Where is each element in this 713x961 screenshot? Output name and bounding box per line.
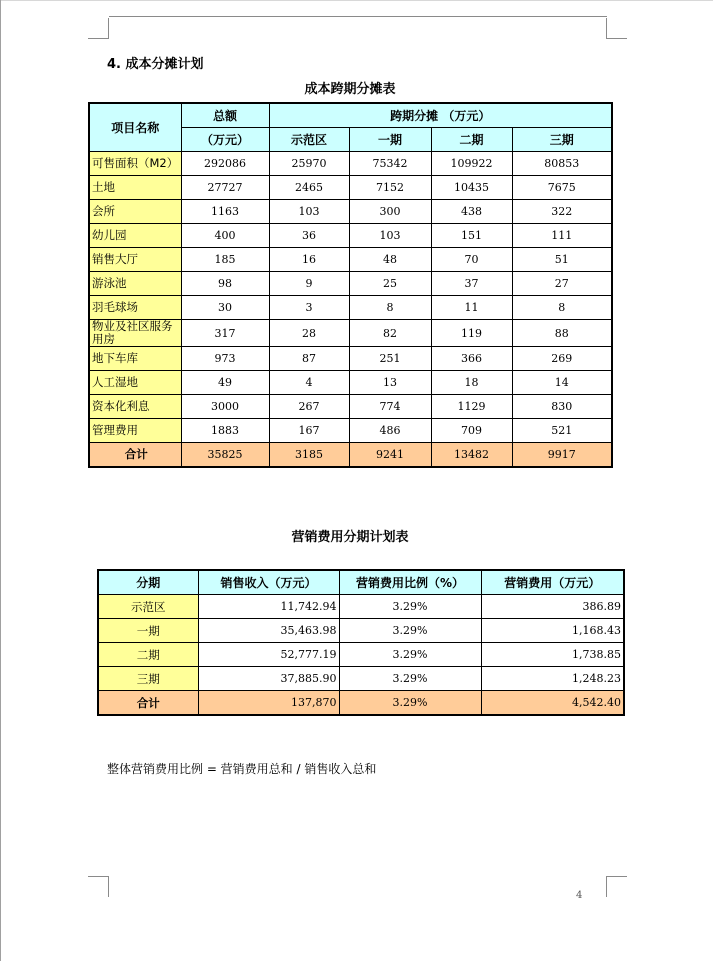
row-label: 人工湿地 xyxy=(89,371,181,395)
cell-value: 13482 xyxy=(431,443,512,468)
cell-cost: 386.89 xyxy=(481,595,624,619)
cell-value: 300 xyxy=(349,200,431,224)
cell-value: 28 xyxy=(269,320,349,347)
row-label: 示范区 xyxy=(98,595,198,619)
cell-value: 830 xyxy=(512,395,612,419)
table-row xyxy=(89,248,612,272)
marketing-plan-table xyxy=(97,569,625,716)
table-row xyxy=(89,419,612,443)
cell-ratio: 3.29% xyxy=(339,619,481,643)
cell-value: 70 xyxy=(431,248,512,272)
cell-value: 16 xyxy=(269,248,349,272)
cell-value: 267 xyxy=(269,395,349,419)
cell-value: 25970 xyxy=(269,152,349,176)
cell-value: 30 xyxy=(181,296,269,320)
table-row xyxy=(89,224,612,248)
marketing-plan-title: 营销费用分期计划表 xyxy=(291,530,409,545)
cell-cost: 1,168.43 xyxy=(481,619,624,643)
cell-revenue: 37,885.90 xyxy=(198,667,339,691)
cell-revenue: 11,742.94 xyxy=(198,595,339,619)
cell-value: 10435 xyxy=(431,176,512,200)
cell-cost: 1,248.23 xyxy=(481,667,624,691)
cell-value: 1163 xyxy=(181,200,269,224)
cell-revenue: 137,870 xyxy=(198,691,339,716)
row-label: 管理费用 xyxy=(89,419,181,443)
cell-value: 7152 xyxy=(349,176,431,200)
cell-value: 18 xyxy=(431,371,512,395)
cell-value: 322 xyxy=(512,200,612,224)
header-span: 跨期分摊 （万元） xyxy=(269,103,612,128)
cell-value: 3185 xyxy=(269,443,349,468)
cell-value: 37 xyxy=(431,272,512,296)
row-label: 销售大厅 xyxy=(89,248,181,272)
table-row xyxy=(89,200,612,224)
header-phase: 三期 xyxy=(512,128,612,152)
cell-value: 317 xyxy=(181,320,269,347)
cell-value: 521 xyxy=(512,419,612,443)
cell-value: 4 xyxy=(269,371,349,395)
cell-value: 9 xyxy=(269,272,349,296)
crop-mark-bottom-right xyxy=(606,876,627,897)
cell-value: 51 xyxy=(512,248,612,272)
header-revenue: 销售收入（万元） xyxy=(198,570,339,595)
table-row xyxy=(89,347,612,371)
total-row xyxy=(98,691,624,716)
cell-value: 8 xyxy=(349,296,431,320)
table-row xyxy=(98,595,624,619)
header-cost: 营销费用（万元） xyxy=(481,570,624,595)
cell-value: 2465 xyxy=(269,176,349,200)
table-row xyxy=(89,371,612,395)
cell-cost: 4,542.40 xyxy=(481,691,624,716)
cell-revenue: 52,777.19 xyxy=(198,643,339,667)
cell-value: 11 xyxy=(431,296,512,320)
row-label: 合计 xyxy=(98,691,198,716)
row-label: 土地 xyxy=(89,176,181,200)
header-phase: 分期 xyxy=(98,570,198,595)
cell-value: 400 xyxy=(181,224,269,248)
cell-value: 9917 xyxy=(512,443,612,468)
cell-value: 13 xyxy=(349,371,431,395)
cell-value: 366 xyxy=(431,347,512,371)
cell-value: 774 xyxy=(349,395,431,419)
cell-value: 25 xyxy=(349,272,431,296)
cell-value: 8 xyxy=(512,296,612,320)
table-row xyxy=(98,643,624,667)
header-phase: 示范区 xyxy=(269,128,349,152)
cell-value: 35825 xyxy=(181,443,269,468)
cell-value: 3000 xyxy=(181,395,269,419)
cell-cost: 1,738.85 xyxy=(481,643,624,667)
cost-allocation-table xyxy=(88,102,613,468)
row-label: 合计 xyxy=(89,443,181,468)
row-label: 物业及社区服务用房 xyxy=(89,320,181,347)
row-label: 幼儿园 xyxy=(89,224,181,248)
cell-value: 88 xyxy=(512,320,612,347)
cell-value: 185 xyxy=(181,248,269,272)
cell-value: 111 xyxy=(512,224,612,248)
cell-value: 27727 xyxy=(181,176,269,200)
header-phase: 一期 xyxy=(349,128,431,152)
cell-ratio: 3.29% xyxy=(339,667,481,691)
table-row xyxy=(89,152,612,176)
page-number: 4 xyxy=(576,890,583,901)
cell-value: 103 xyxy=(349,224,431,248)
total-row xyxy=(89,443,612,468)
cell-value: 1883 xyxy=(181,419,269,443)
cell-value: 14 xyxy=(512,371,612,395)
header-ratio: 营销费用比例（%） xyxy=(339,570,481,595)
table-row xyxy=(98,619,624,643)
row-label: 游泳池 xyxy=(89,272,181,296)
table-row xyxy=(89,272,612,296)
cell-value: 251 xyxy=(349,347,431,371)
table-row xyxy=(98,667,624,691)
cell-value: 973 xyxy=(181,347,269,371)
cell-value: 98 xyxy=(181,272,269,296)
cell-value: 80853 xyxy=(512,152,612,176)
cell-value: 438 xyxy=(431,200,512,224)
formula-note: 整体营销费用比例 = 营销费用总和 / 销售收入总和 xyxy=(107,762,377,776)
cell-value: 3 xyxy=(269,296,349,320)
crop-mark-top-right xyxy=(606,18,627,39)
cell-value: 82 xyxy=(349,320,431,347)
crop-mark-top-left xyxy=(88,18,109,39)
cell-value: 109922 xyxy=(431,152,512,176)
section-heading: 4. 成本分摊计划 xyxy=(107,57,204,72)
table-row xyxy=(89,320,612,347)
cell-value: 48 xyxy=(349,248,431,272)
cell-ratio: 3.29% xyxy=(339,691,481,716)
header-item-name: 项目名称 xyxy=(89,103,181,152)
header-total: 总额 xyxy=(181,103,269,128)
cell-value: 49 xyxy=(181,371,269,395)
page-left-edge xyxy=(0,0,1,961)
cost-allocation-title: 成本跨期分摊表 xyxy=(304,82,396,97)
cell-value: 87 xyxy=(269,347,349,371)
cell-value: 1129 xyxy=(431,395,512,419)
table-row xyxy=(89,176,612,200)
row-label: 地下车库 xyxy=(89,347,181,371)
row-label: 可售面积（M2） xyxy=(89,152,181,176)
cell-ratio: 3.29% xyxy=(339,595,481,619)
row-label: 会所 xyxy=(89,200,181,224)
cell-value: 167 xyxy=(269,419,349,443)
cell-ratio: 3.29% xyxy=(339,643,481,667)
cell-value: 36 xyxy=(269,224,349,248)
cell-value: 486 xyxy=(349,419,431,443)
cell-value: 151 xyxy=(431,224,512,248)
header-rule xyxy=(109,16,607,17)
cell-value: 7675 xyxy=(512,176,612,200)
table-row xyxy=(89,395,612,419)
row-label: 资本化利息 xyxy=(89,395,181,419)
cell-value: 75342 xyxy=(349,152,431,176)
table-row xyxy=(89,296,612,320)
row-label: 三期 xyxy=(98,667,198,691)
cell-value: 292086 xyxy=(181,152,269,176)
row-label: 二期 xyxy=(98,643,198,667)
cell-value: 119 xyxy=(431,320,512,347)
cell-value: 709 xyxy=(431,419,512,443)
cell-value: 103 xyxy=(269,200,349,224)
cell-value: 27 xyxy=(512,272,612,296)
header-total-unit: （万元） xyxy=(181,128,269,152)
cell-revenue: 35,463.98 xyxy=(198,619,339,643)
cell-value: 269 xyxy=(512,347,612,371)
row-label: 羽毛球场 xyxy=(89,296,181,320)
row-label: 一期 xyxy=(98,619,198,643)
cell-value: 9241 xyxy=(349,443,431,468)
crop-mark-bottom-left xyxy=(88,876,109,897)
page-top-edge xyxy=(0,0,713,1)
header-phase: 二期 xyxy=(431,128,512,152)
